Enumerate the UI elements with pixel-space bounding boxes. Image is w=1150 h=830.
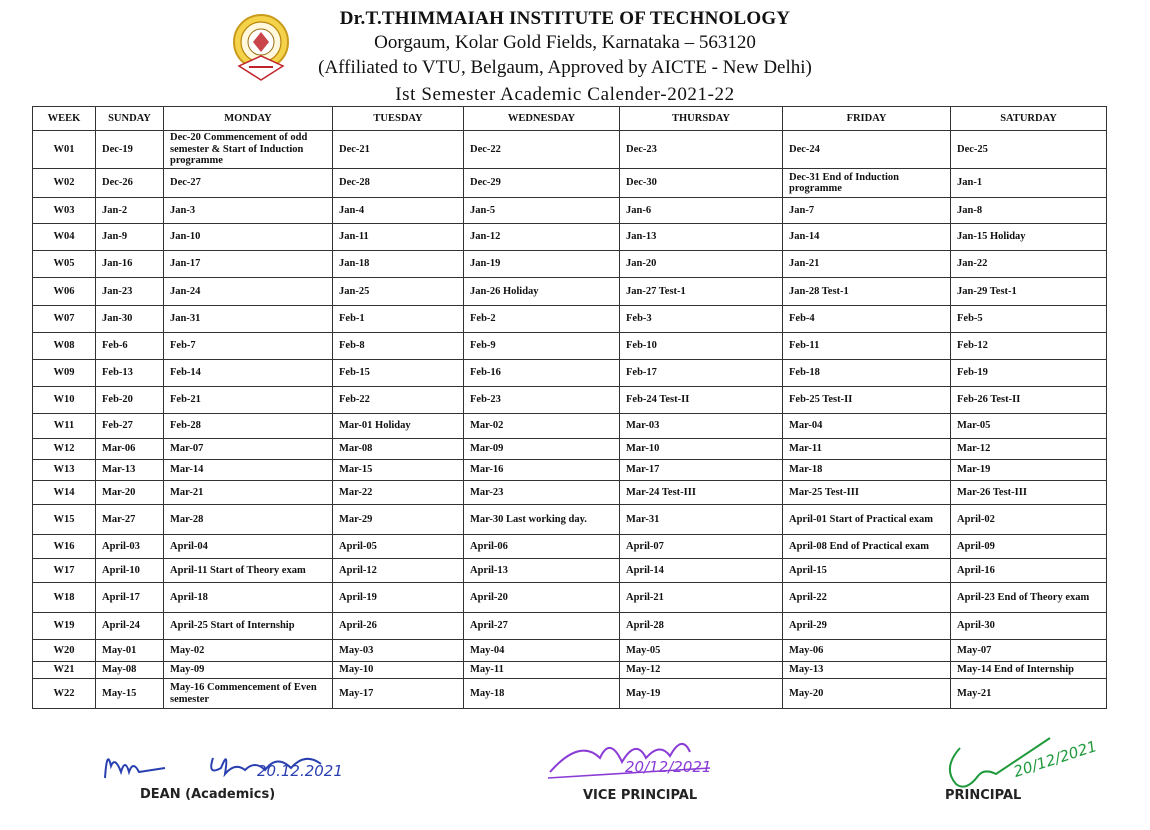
cell-friday: Feb-4 [783,306,951,333]
column-header-week: WEEK [33,107,96,131]
cell-thursday: Dec-30 [620,169,783,198]
cell-week: W08 [33,333,96,360]
cell-friday: April-29 [783,613,951,640]
cell-saturday: Mar-19 [951,460,1107,481]
cell-tuesday: April-19 [333,583,464,613]
dean-signature-label: DEAN (Academics) [140,787,276,802]
cell-sunday: Mar-13 [96,460,164,481]
cell-monday: April-25 Start of Internship [164,613,333,640]
vice-principal-signature-label: VICE PRINCIPAL [583,788,698,803]
cell-wednesday: Feb-2 [464,306,620,333]
cell-monday: Jan-17 [164,251,333,278]
table-row [33,613,1107,640]
cell-saturday: Feb-26 Test-II [951,387,1107,414]
cell-thursday: Mar-03 [620,414,783,439]
cell-sunday: Mar-27 [96,505,164,535]
cell-tuesday: Dec-21 [333,131,464,169]
table-row [33,224,1107,251]
cell-week: W07 [33,306,96,333]
cell-tuesday: Mar-29 [333,505,464,535]
cell-monday: Feb-21 [164,387,333,414]
column-header-wednesday: WEDNESDAY [464,107,620,131]
cell-friday: May-06 [783,640,951,662]
cell-monday: Dec-20 Commencement of odd semester & Start of Induction programme [164,131,333,169]
cell-thursday: Mar-24 Test-III [620,481,783,505]
cell-sunday: April-17 [96,583,164,613]
institute-name: Dr.T.THIMMAIAH INSTITUTE OF TECHNOLOGY [339,8,791,29]
cell-monday: Mar-21 [164,481,333,505]
cell-monday: Jan-31 [164,306,333,333]
table-row [33,439,1107,460]
cell-week: W03 [33,198,96,224]
cell-tuesday: Mar-08 [333,439,464,460]
cell-saturday: April-02 [951,505,1107,535]
table-row [33,662,1107,679]
cell-tuesday: April-12 [333,559,464,583]
table-row [33,131,1107,169]
cell-monday: Feb-14 [164,360,333,387]
table-row [33,278,1107,306]
cell-friday: Feb-25 Test-II [783,387,951,414]
cell-saturday: April-16 [951,559,1107,583]
cell-week: W14 [33,481,96,505]
cell-saturday: April-09 [951,535,1107,559]
cell-monday: Mar-07 [164,439,333,460]
cell-thursday: Mar-17 [620,460,783,481]
dean-signature-stroke-icon [95,738,395,788]
cell-thursday: Dec-23 [620,131,783,169]
cell-friday: Jan-21 [783,251,951,278]
cell-thursday: Feb-10 [620,333,783,360]
cell-week: W19 [33,613,96,640]
cell-monday: Mar-14 [164,460,333,481]
institute-affiliation: (Affiliated to VTU, Belgaum, Approved by AICTE - New Delhi) [318,57,812,78]
cell-friday: Mar-18 [783,460,951,481]
cell-week: W22 [33,679,96,709]
cell-monday: Dec-27 [164,169,333,198]
table-row [33,640,1107,662]
cell-thursday: Jan-20 [620,251,783,278]
cell-saturday: Feb-19 [951,360,1107,387]
cell-saturday: April-23 End of Theory exam [951,583,1107,613]
cell-sunday: Jan-2 [96,198,164,224]
table-row [33,360,1107,387]
cell-thursday: Mar-31 [620,505,783,535]
calendar-title: Ist Semester Academic Calender-2021-22 [395,84,735,105]
table-row [33,414,1107,439]
table-header-row [33,107,1107,131]
cell-week: W06 [33,278,96,306]
cell-saturday: Feb-12 [951,333,1107,360]
cell-tuesday: Mar-22 [333,481,464,505]
cell-monday: Jan-10 [164,224,333,251]
cell-friday: Mar-11 [783,439,951,460]
cell-sunday: Mar-06 [96,439,164,460]
cell-tuesday: Mar-15 [333,460,464,481]
table-row [33,505,1107,535]
cell-saturday: Dec-25 [951,131,1107,169]
cell-monday: Mar-28 [164,505,333,535]
cell-wednesday: Mar-16 [464,460,620,481]
cell-thursday: May-05 [620,640,783,662]
table-row [33,481,1107,505]
cell-week: W04 [33,224,96,251]
cell-week: W01 [33,131,96,169]
cell-week: W02 [33,169,96,198]
cell-tuesday: Feb-22 [333,387,464,414]
cell-thursday: April-21 [620,583,783,613]
cell-tuesday: Mar-01 Holiday [333,414,464,439]
principal-signature-date: 20/12/2021 [1011,737,1100,781]
cell-tuesday: April-05 [333,535,464,559]
cell-week: W11 [33,414,96,439]
cell-wednesday: Dec-29 [464,169,620,198]
cell-week: W18 [33,583,96,613]
cell-week: W05 [33,251,96,278]
document-header [0,0,1150,106]
cell-wednesday: May-11 [464,662,620,679]
cell-tuesday: Jan-25 [333,278,464,306]
cell-monday: Jan-24 [164,278,333,306]
cell-saturday: Mar-12 [951,439,1107,460]
cell-sunday: Dec-19 [96,131,164,169]
cell-monday: April-11 Start of Theory exam [164,559,333,583]
cell-wednesday: Mar-02 [464,414,620,439]
cell-thursday: Feb-24 Test-II [620,387,783,414]
cell-sunday: Feb-13 [96,360,164,387]
cell-wednesday: Dec-22 [464,131,620,169]
cell-tuesday: Feb-8 [333,333,464,360]
cell-week: W15 [33,505,96,535]
cell-wednesday: Jan-26 Holiday [464,278,620,306]
cell-thursday: April-14 [620,559,783,583]
cell-thursday: Feb-17 [620,360,783,387]
cell-saturday: Jan-15 Holiday [951,224,1107,251]
cell-week: W20 [33,640,96,662]
cell-friday: Feb-11 [783,333,951,360]
column-header-saturday: SATURDAY [951,107,1107,131]
cell-monday: May-16 Commencement of Even semester [164,679,333,709]
cell-monday: April-04 [164,535,333,559]
cell-sunday: April-03 [96,535,164,559]
cell-sunday: Jan-23 [96,278,164,306]
cell-friday: Jan-7 [783,198,951,224]
cell-sunday: Feb-27 [96,414,164,439]
table-row [33,387,1107,414]
cell-week: W17 [33,559,96,583]
cell-sunday: Feb-20 [96,387,164,414]
table-row [33,559,1107,583]
cell-saturday: Jan-29 Test-1 [951,278,1107,306]
vice-principal-signature-date: 20/12/2021 [625,758,712,776]
cell-tuesday: May-10 [333,662,464,679]
institute-address: Oorgaum, Kolar Gold Fields, Karnataka – 563120 [374,32,756,53]
table-row [33,535,1107,559]
column-header-sunday: SUNDAY [96,107,164,131]
cell-wednesday: Jan-19 [464,251,620,278]
cell-thursday: Jan-27 Test-1 [620,278,783,306]
cell-sunday: Feb-6 [96,333,164,360]
cell-wednesday: April-20 [464,583,620,613]
vice-principal-signature [540,728,760,808]
cell-sunday: May-15 [96,679,164,709]
cell-saturday: Feb-5 [951,306,1107,333]
cell-wednesday: Feb-16 [464,360,620,387]
column-header-tuesday: TUESDAY [333,107,464,131]
table-row [33,583,1107,613]
table-row [33,169,1107,198]
cell-wednesday: May-18 [464,679,620,709]
cell-wednesday: Jan-12 [464,224,620,251]
cell-sunday: April-10 [96,559,164,583]
cell-saturday: Mar-05 [951,414,1107,439]
cell-thursday: April-28 [620,613,783,640]
cell-monday: Jan-3 [164,198,333,224]
cell-monday: April-18 [164,583,333,613]
cell-tuesday: Dec-28 [333,169,464,198]
cell-friday: Dec-31 End of Induction programme [783,169,951,198]
column-header-friday: FRIDAY [783,107,951,131]
cell-week: W13 [33,460,96,481]
cell-tuesday: Jan-4 [333,198,464,224]
calendar-body [33,131,1107,709]
column-header-thursday: THURSDAY [620,107,783,131]
cell-wednesday: May-04 [464,640,620,662]
cell-friday: May-13 [783,662,951,679]
cell-friday: April-22 [783,583,951,613]
cell-wednesday: April-27 [464,613,620,640]
cell-wednesday: Mar-09 [464,439,620,460]
cell-saturday: Jan-1 [951,169,1107,198]
academic-calendar-table [32,106,1107,709]
cell-monday: May-02 [164,640,333,662]
cell-tuesday: Jan-18 [333,251,464,278]
cell-tuesday: May-17 [333,679,464,709]
table-row [33,198,1107,224]
cell-wednesday: April-13 [464,559,620,583]
cell-saturday: Mar-26 Test-III [951,481,1107,505]
cell-sunday: Jan-9 [96,224,164,251]
cell-thursday: April-07 [620,535,783,559]
cell-wednesday: Feb-9 [464,333,620,360]
cell-monday: May-09 [164,662,333,679]
table-row [33,306,1107,333]
cell-wednesday: Jan-5 [464,198,620,224]
cell-saturday: May-07 [951,640,1107,662]
table-row [33,333,1107,360]
cell-tuesday: Jan-11 [333,224,464,251]
cell-tuesday: April-26 [333,613,464,640]
cell-thursday: May-19 [620,679,783,709]
cell-week: W12 [33,439,96,460]
cell-saturday: Jan-8 [951,198,1107,224]
cell-week: W10 [33,387,96,414]
table-row [33,679,1107,709]
cell-sunday: Mar-20 [96,481,164,505]
cell-thursday: Jan-13 [620,224,783,251]
cell-saturday: April-30 [951,613,1107,640]
dean-signature-date: 20.12.2021 [257,762,343,780]
cell-friday: Dec-24 [783,131,951,169]
cell-week: W21 [33,662,96,679]
cell-friday: Mar-04 [783,414,951,439]
cell-friday: April-15 [783,559,951,583]
cell-friday: Feb-18 [783,360,951,387]
cell-thursday: Mar-10 [620,439,783,460]
cell-friday: May-20 [783,679,951,709]
principal-signature [930,728,1120,808]
principal-signature-label: PRINCIPAL [945,788,1022,803]
cell-wednesday: April-06 [464,535,620,559]
cell-monday: Feb-28 [164,414,333,439]
cell-sunday: Jan-30 [96,306,164,333]
cell-friday: Jan-28 Test-1 [783,278,951,306]
cell-week: W16 [33,535,96,559]
cell-friday: April-08 End of Practical exam [783,535,951,559]
cell-sunday: Dec-26 [96,169,164,198]
table-row [33,251,1107,278]
cell-wednesday: Mar-23 [464,481,620,505]
dean-signature [95,738,395,808]
cell-saturday: Jan-22 [951,251,1107,278]
table-row [33,460,1107,481]
cell-saturday: May-14 End of Internship [951,662,1107,679]
cell-saturday: May-21 [951,679,1107,709]
column-header-monday: MONDAY [164,107,333,131]
cell-sunday: May-08 [96,662,164,679]
cell-thursday: May-12 [620,662,783,679]
cell-friday: Jan-14 [783,224,951,251]
cell-tuesday: Feb-1 [333,306,464,333]
cell-tuesday: Feb-15 [333,360,464,387]
cell-week: W09 [33,360,96,387]
cell-sunday: April-24 [96,613,164,640]
cell-friday: Mar-25 Test-III [783,481,951,505]
cell-wednesday: Mar-30 Last working day. [464,505,620,535]
cell-monday: Feb-7 [164,333,333,360]
cell-wednesday: Feb-23 [464,387,620,414]
cell-sunday: May-01 [96,640,164,662]
cell-friday: April-01 Start of Practical exam [783,505,951,535]
cell-sunday: Jan-16 [96,251,164,278]
cell-thursday: Jan-6 [620,198,783,224]
cell-thursday: Feb-3 [620,306,783,333]
cell-tuesday: May-03 [333,640,464,662]
